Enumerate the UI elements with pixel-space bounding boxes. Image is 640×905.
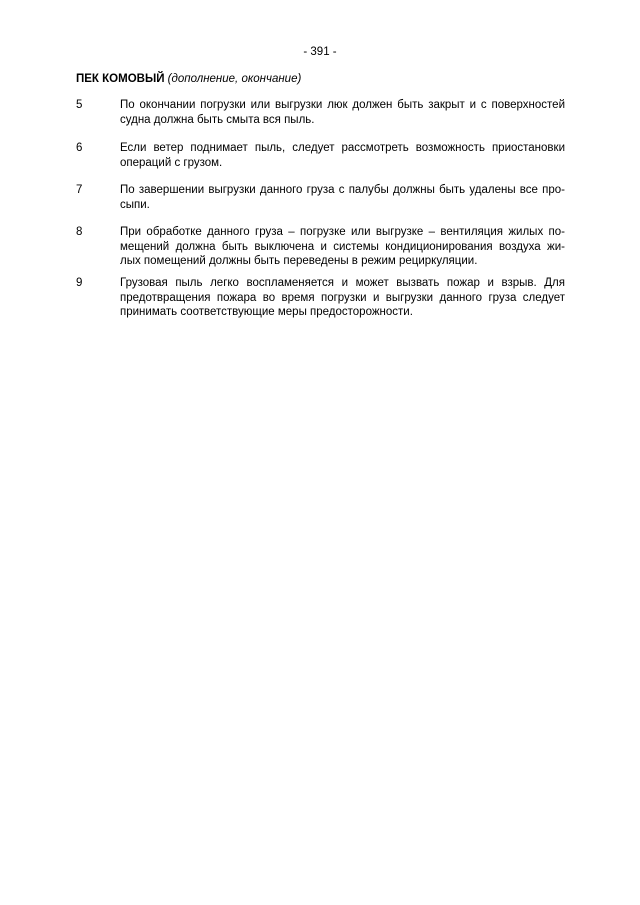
item-text-line: По окончании погрузки или выгрузки люк должен быть закрыт и с поверхностей	[120, 99, 565, 111]
list-item	[76, 276, 565, 320]
section-title: ПЕК КОМОВЫЙ	[76, 73, 165, 85]
item-number: 6	[76, 142, 83, 154]
item-text-line: По завершении выгрузки данного груза с палубы должны быть удалены все про-	[120, 184, 565, 196]
section-heading	[76, 71, 301, 87]
item-text	[120, 141, 565, 170]
item-text	[120, 276, 565, 320]
item-text-line: сыпи.	[120, 198, 150, 211]
item-text-line: принимать соответствующие меры предосторожности.	[120, 306, 413, 318]
item-text	[120, 183, 565, 212]
item-text-line: лых помещений должны быть переведены в режим рециркуляции.	[120, 255, 478, 267]
item-text-line: При обработке данного груза – погрузке или выгрузке – вентиляция жилых по-	[120, 226, 565, 238]
item-text	[120, 98, 565, 127]
item-text-line: операций с грузом.	[120, 156, 223, 169]
list-item	[76, 225, 565, 269]
list-item	[76, 98, 565, 127]
item-text-line: мещений должна быть выключена и системы кондиционирования воздуха жи-	[120, 240, 565, 253]
item-number: 5	[76, 99, 83, 111]
item-text-line: Если ветер поднимает пыль, следует рассмотреть возможность приостановки	[120, 142, 565, 154]
item-text-line: Грузовая пыль легко воспламеняется и может вызвать пожар и взрыв. Для	[120, 277, 565, 289]
item-number: 7	[76, 184, 83, 196]
list-item	[76, 141, 565, 170]
item-number: 9	[76, 277, 83, 289]
page-number: - 391 -	[303, 46, 337, 58]
item-number: 8	[76, 226, 83, 238]
list-item	[76, 183, 565, 212]
item-text-line: предотвращения пожара во время погрузки и выгрузки данного груза следует	[120, 291, 565, 304]
item-text-line: судна должна быть смыта вся пыль.	[120, 113, 315, 126]
section-subtitle: (дополнение, окончание)	[167, 73, 302, 85]
item-text	[120, 225, 565, 269]
